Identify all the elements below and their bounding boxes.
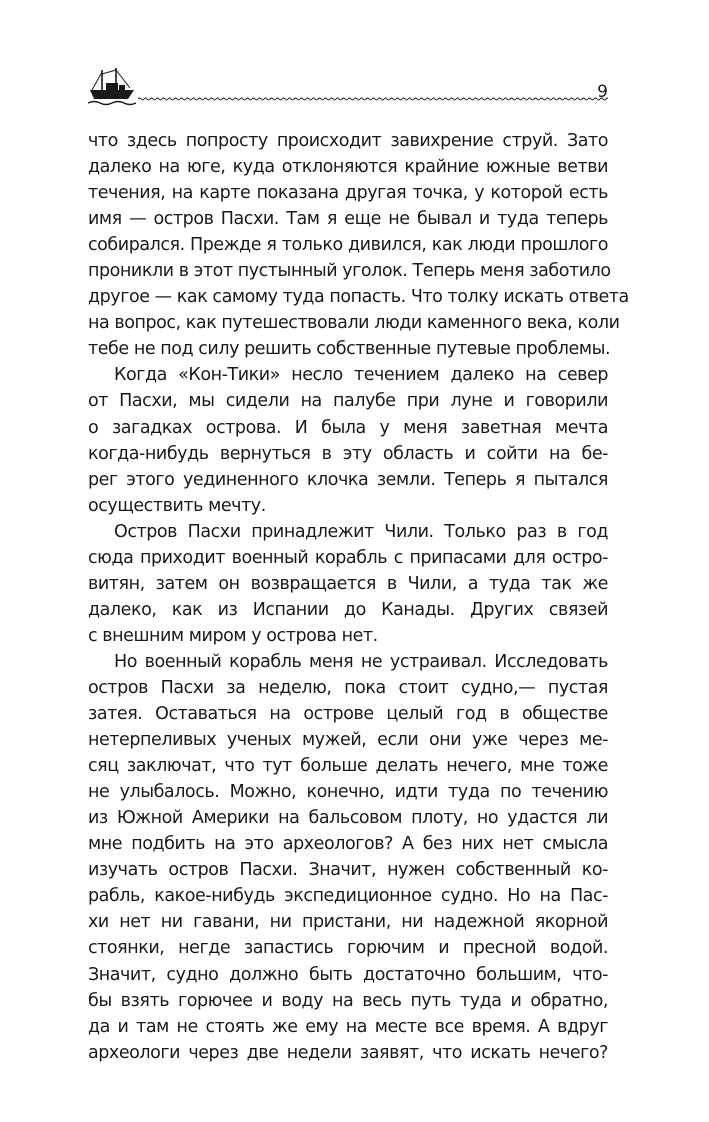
text-line: имя — остров Пасхи. Там я еще не бывал и туда теперь	[88, 209, 608, 230]
text-line: Значит, судно должно быть достаточно большим, что-	[88, 964, 608, 985]
page-number: 9	[597, 82, 608, 102]
text-line: рег этого уединенного клочка земли. Теперь я пытался	[88, 469, 608, 490]
running-header	[88, 66, 608, 110]
text-line: рабль, какое-нибудь экспедиционное судно. Но на Пас-	[88, 886, 608, 907]
text-line: на вопрос, как путешествовали люди каменного века, коли	[88, 313, 620, 334]
text-line: течения, на карте показана другая точка, у которой есть	[88, 183, 608, 204]
text-line: изучать остров Пасхи. Значит, нужен собственный ко-	[88, 860, 608, 881]
text-line: остров Пасхи за неделю, пока стоит судно,— пустая	[88, 677, 608, 698]
text-line: другое — как самому туда попасть. Что толку искать ответа	[88, 287, 629, 308]
text-line: бы взять горючее и воду на весь путь туда и обратно,	[88, 990, 608, 1011]
text-line: осуществить мечту.	[88, 495, 266, 516]
ship-icon	[88, 66, 136, 106]
paragraph-start-line: Когда «Кон-Тики» несло течением далеко на север	[114, 365, 608, 386]
text-line: собирался. Прежде я только дивился, как люди прошлого	[88, 235, 608, 256]
text-line: когда-нибудь вернуться в эту область и сойти на бе-	[88, 443, 608, 464]
text-line: тебе не под силу решить собственные путевые проблемы.	[88, 339, 611, 360]
paragraph-start-line: Остров Пасхи принадлежит Чили. Только раз в год	[114, 521, 608, 542]
text-line: мне подбить на это археологов? А без них нет смысла	[88, 834, 608, 855]
text-line: от Пасхи, мы сидели на палубе при луне и говорили	[88, 391, 608, 412]
text-line: о загадках острова. И была у меня заветная мечта	[88, 417, 608, 438]
text-line: витян, затем он возвращается в Чили, а туда так же	[88, 573, 608, 594]
text-line: далеко, как из Испании до Канады. Других связей	[88, 599, 608, 620]
wavy-rule	[138, 96, 608, 102]
text-line: сюда приходит военный корабль с припасами для остро-	[88, 547, 608, 568]
body-text	[88, 128, 629, 1066]
text-line: проникли в этот пустынный уголок. Теперь меня заботило	[88, 261, 611, 282]
text-line: что здесь попросту происходит завихрение струй. Зато	[88, 131, 608, 151]
text-line: затея. Оставаться на острове целый год в обществе	[88, 704, 608, 725]
text-line: далеко на юге, куда отклоняются крайние южные ветви	[88, 157, 608, 178]
text-line: археологи через две недели заявят, что искать нечего?	[88, 1042, 608, 1063]
text-line: стоянки, негде запастись горючим и пресной водой.	[88, 938, 608, 959]
text-line: из Южной Америки на бальсовом плоту, но удастся ли	[88, 808, 608, 829]
text-line: не улыбалось. Можно, конечно, идти туда по течению	[88, 782, 608, 803]
paragraph-start-line: Но военный корабль меня не устраивал. Исследовать	[114, 651, 608, 672]
text-line: нетерпеливых ученых мужей, если они уже через ме-	[88, 730, 608, 751]
text-line: хи нет ни гавани, ни пристани, ни надежной якорной	[88, 912, 608, 933]
text-line: сяц заключат, что тут больше делать нечего, мне тоже	[88, 756, 608, 777]
text-line: с внешним миром у острова нет.	[88, 625, 378, 646]
text-line: да и там не стоять же ему на месте все время. А вдруг	[88, 1016, 608, 1037]
